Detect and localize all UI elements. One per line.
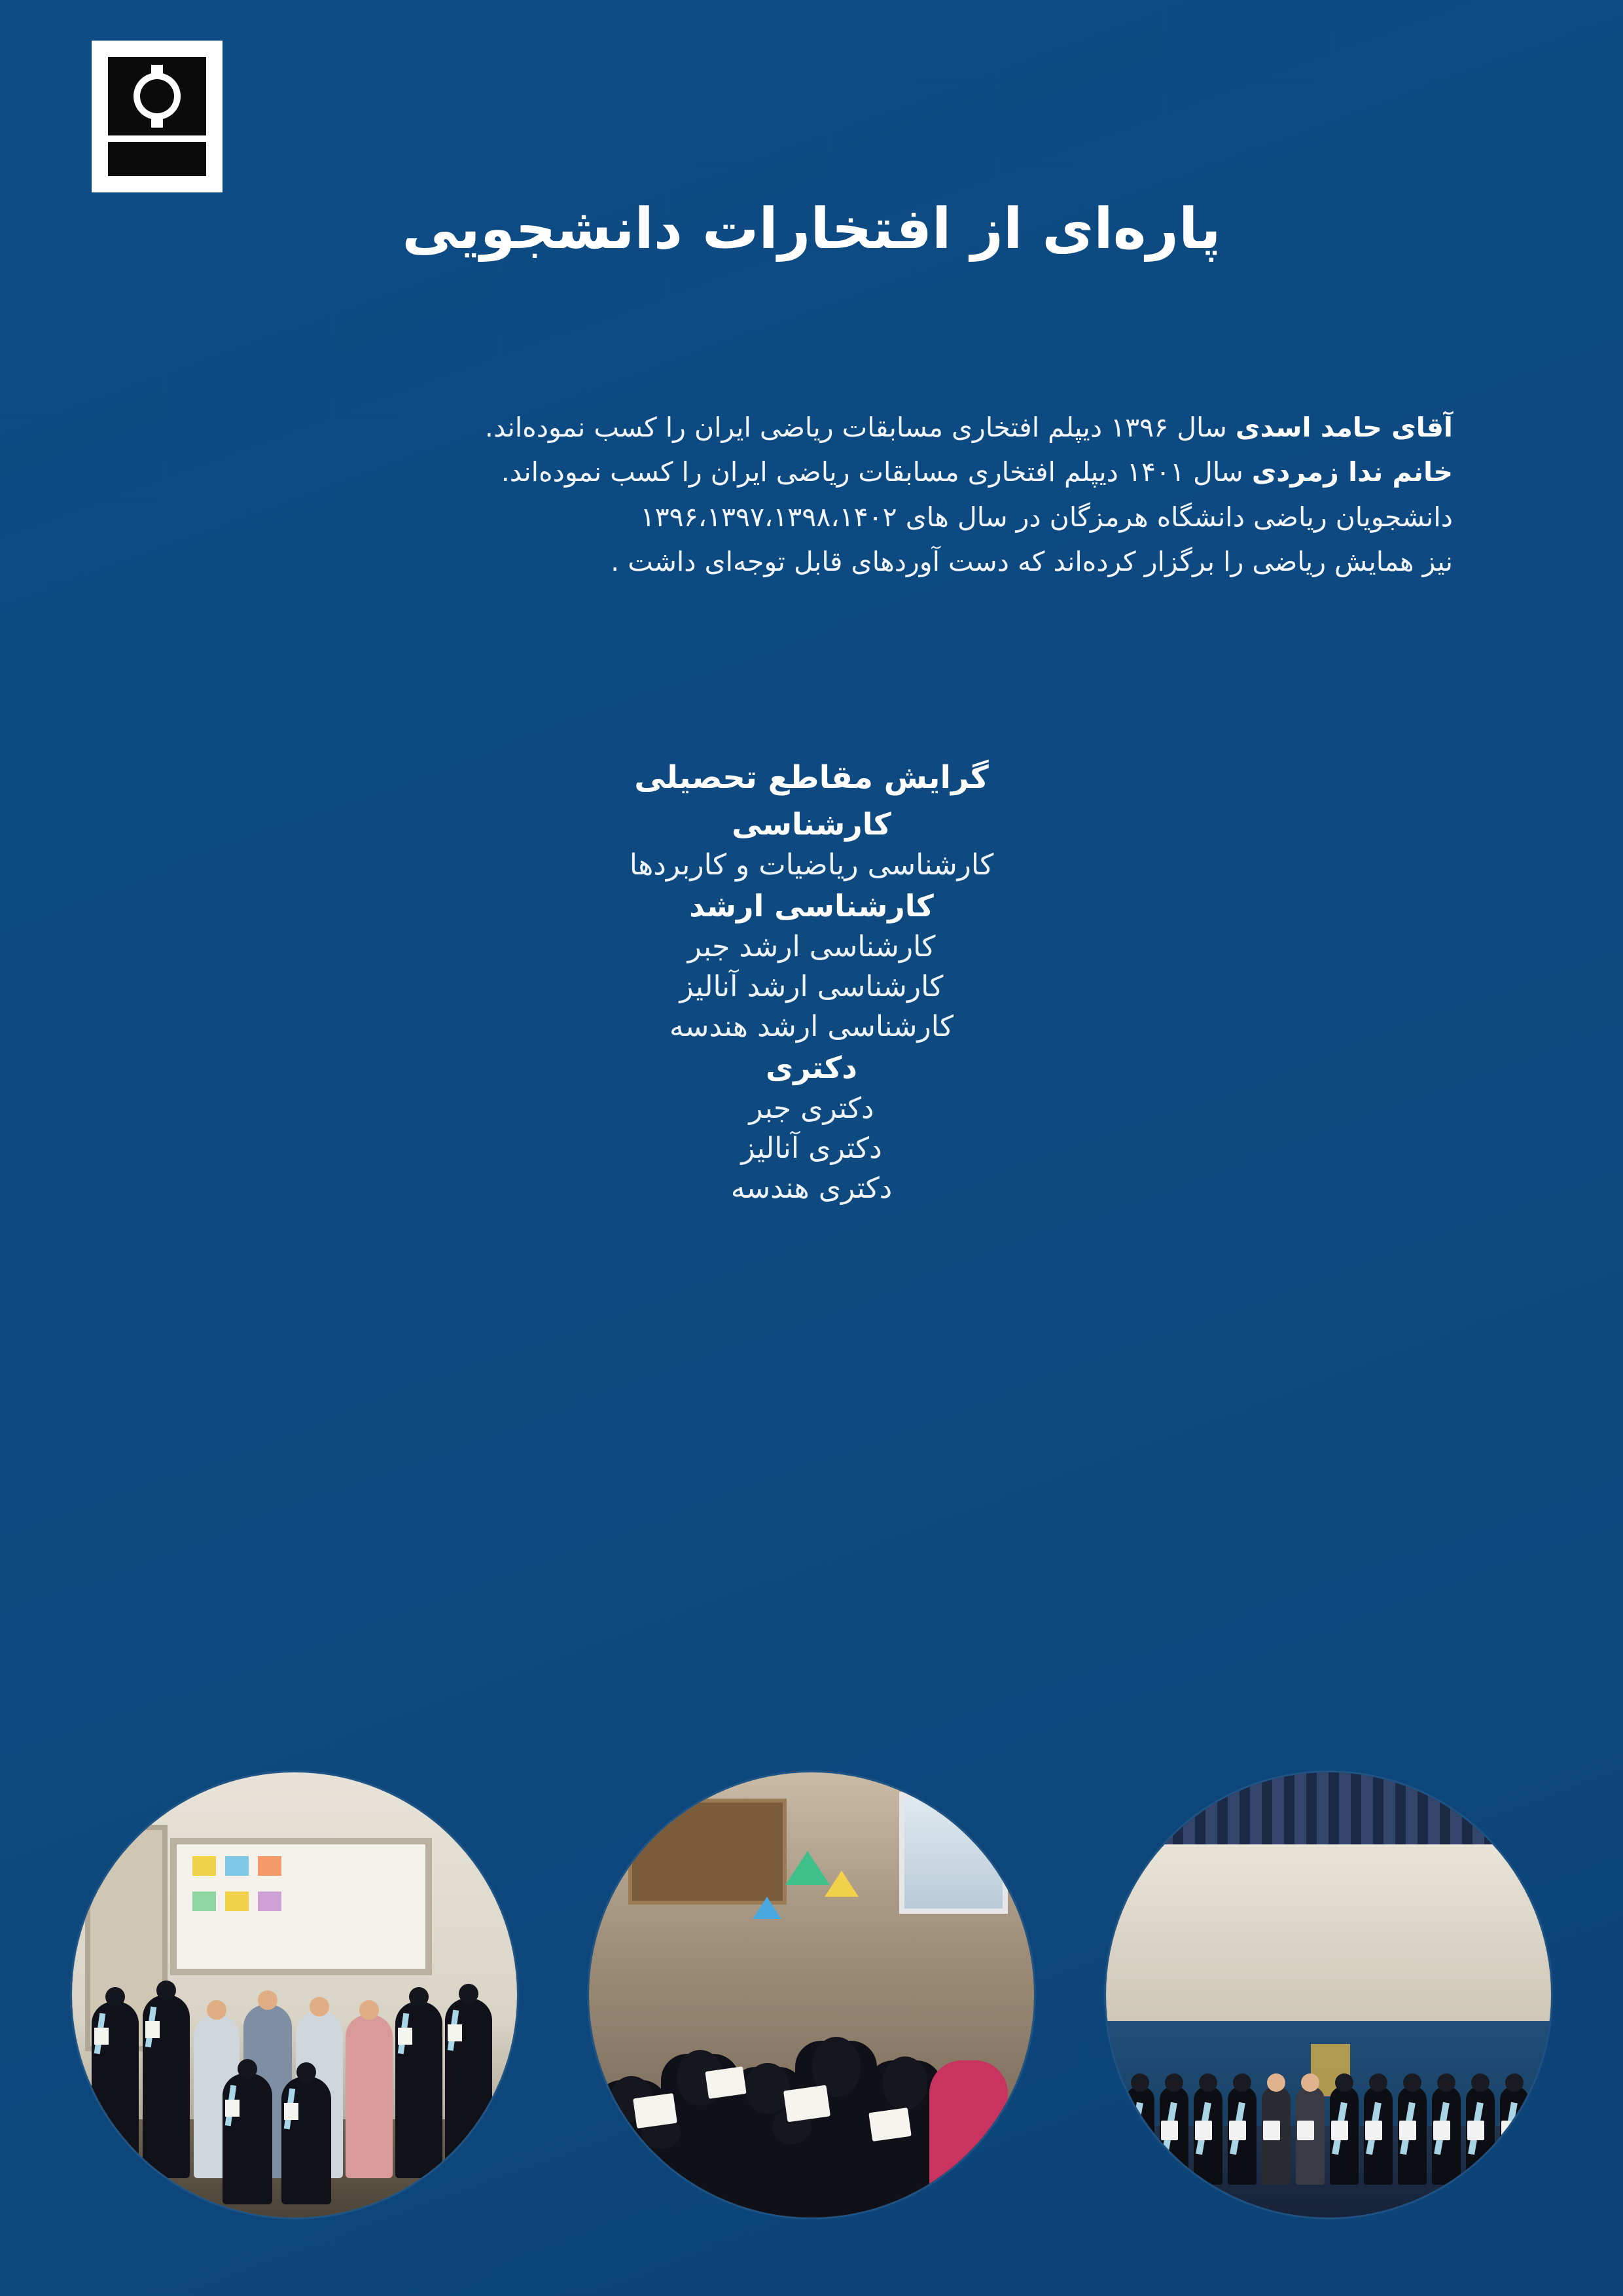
- program-item-phd-geometry: دکتری هندسه: [730, 1172, 893, 1205]
- intro-line-1: [170, 406, 1453, 449]
- university-book-logo-icon: [108, 57, 206, 176]
- intro-line-2-name: خانم ندا زمردی: [1251, 456, 1453, 488]
- program-item-master-algebra: کارشناسی ارشد جبر: [687, 930, 936, 963]
- intro-line-2-text: سال ۱۴۰۱ دیپلم افتخاری مسابقات ریاضی ایران را کسب نموده‌اند.: [501, 456, 1252, 488]
- intro-line-1-text: سال ۱۳۹۶ دیپلم افتخاری مسابقات ریاضی ایران را کسب نموده‌اند.: [484, 412, 1236, 443]
- programs-heading: گرایش مقاطع تحصیلی: [634, 759, 989, 796]
- intro-line-3: دانشجویان ریاضی دانشگاه هرمزگان در سال های ۱۳۹۶،۱۳۹۷،۱۳۹۸،۱۴۰۲: [640, 501, 1453, 533]
- program-item-phd-algebra: دکتری جبر: [749, 1092, 874, 1125]
- program-item-master-geometry: کارشناسی ارشد هندسه: [669, 1010, 954, 1043]
- program-item-bachelor-math: کارشناسی ریاضیات و کاربردها: [629, 848, 994, 882]
- photo-graduation-ceremony: [1106, 1772, 1551, 2217]
- intro-line-2: [170, 450, 1453, 493]
- photo-group-portrait: [72, 1772, 517, 2217]
- programs-section: [0, 759, 1623, 1211]
- intro-line-4: نیز همایش ریاضی را برگزار کرده‌اند که دست آوردهای قابل توجه‌ای داشت .: [611, 546, 1453, 578]
- program-item-master-analysis: کارشناسی ارشد آنالیز: [679, 970, 944, 1003]
- photo-gallery: [0, 1746, 1623, 2244]
- program-level-bachelor: کارشناسی: [732, 806, 891, 842]
- photo-math-workshop: [589, 1772, 1034, 2217]
- honors-intro-paragraph: [170, 406, 1453, 585]
- page-title: پاره‌ای از افتخارات دانشجویی: [402, 196, 1221, 262]
- university-logo: [92, 41, 223, 192]
- intro-line-1-name: آقای حامد اسدی: [1235, 412, 1453, 443]
- program-level-phd: دکتری: [766, 1050, 857, 1085]
- program-level-master: کارشناسی ارشد: [689, 888, 934, 924]
- program-item-phd-analysis: دکتری آنالیز: [741, 1132, 882, 1165]
